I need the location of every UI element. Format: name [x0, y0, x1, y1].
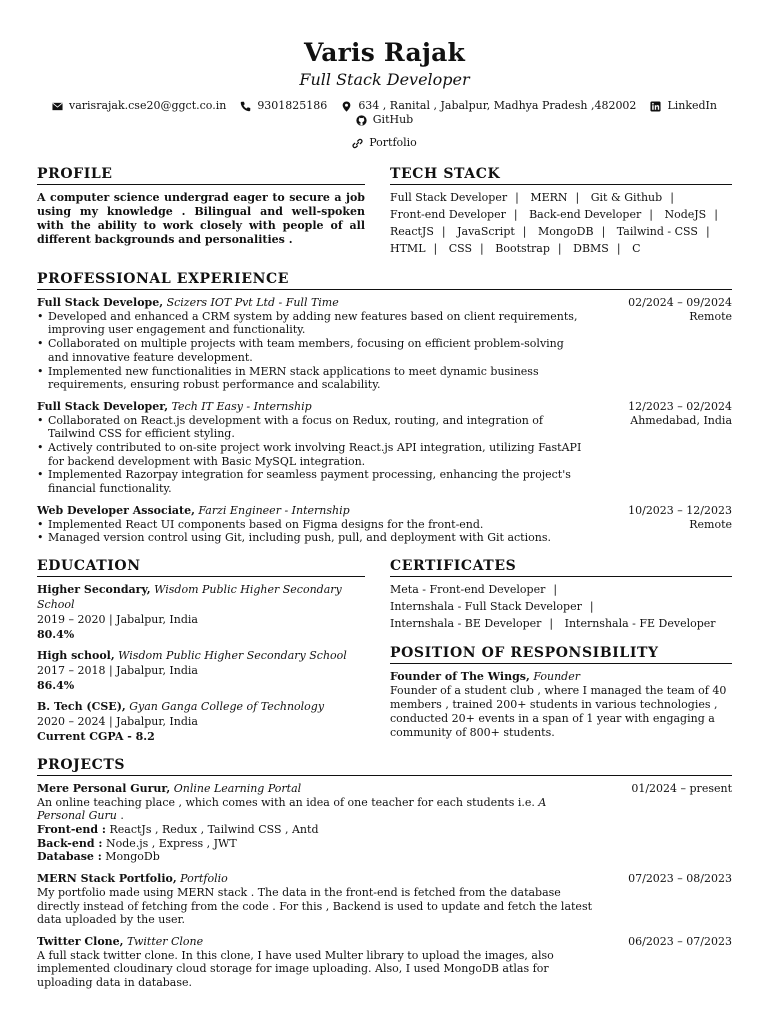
responsibility-text: Founder of a student club , where I managed the team of 40 members , trained 200+ students in various technologies , conducted 20+ events in a span of 1 year with engaging a community of 800+ students. — [390, 683, 727, 739]
certificates-list: Meta - Front-end Developer | Internshala - Full Stack Developer | Internshala - BE Developer | Internshala - FE Developer — [390, 582, 716, 630]
email-text: varisrajak.cse20@ggct.co.in — [69, 99, 227, 112]
responsibility-position: Founder — [533, 669, 580, 683]
job-bullet: • Developed and enhanced a CRM system by adding new features based on client requirements, improving user engagement and functionality. — [37, 310, 587, 337]
backend-label: Back-end : — [37, 836, 103, 850]
tech-item: MongoDB — [538, 225, 594, 238]
project-entry — [37, 872, 732, 927]
map-pin-icon — [341, 101, 352, 112]
tech-item: Git & Github — [590, 191, 663, 204]
address-item — [341, 99, 636, 113]
linkedin-link[interactable] — [650, 99, 717, 113]
contact-row-2 — [37, 136, 732, 150]
tech-stack-list: Full Stack Developer | MERN | Git & Github | Front-end Developer | Back-end Developer | NodeJS | ReactJS | JavaScript | MongoDB | Tailwind - CSS | HTML | CSS | Bootstrap | DBMS | C — [390, 191, 718, 255]
job-bullet: • Managed version control using Git, including push, pull, and deployment with Git actions. — [37, 531, 587, 545]
phone-text: 9301825186 — [257, 99, 328, 112]
job-bullet: • Implemented React UI components based on Figma designs for the front-end. — [37, 518, 587, 532]
job-location: Remote — [689, 517, 732, 531]
portfolio-text: Portfolio — [369, 136, 417, 149]
education-school: Wisdom Public Higher Secondary School — [118, 648, 347, 662]
phone-link[interactable] — [240, 99, 327, 113]
project-kind: Portfolio — [180, 872, 228, 886]
job-bullets — [37, 310, 587, 392]
resume-page — [37, 38, 732, 990]
candidate-role: Full Stack Developer — [299, 70, 470, 89]
project-kind: Twitter Clone — [127, 934, 204, 948]
tech-item: Back-end Developer — [529, 208, 642, 221]
project-kind: Online Learning Portal — [173, 781, 302, 795]
job-bullets — [37, 518, 587, 545]
project-dates: 07/2023 – 08/2023 — [628, 872, 732, 886]
projects-section — [37, 757, 732, 990]
project-entry — [37, 935, 732, 990]
contact-row — [37, 99, 732, 127]
section-title-tech-stack: TECH STACK — [390, 166, 732, 185]
job-company: Farzi Engineer - Internship — [198, 503, 350, 517]
job-dates: 12/2023 – 02/2024 — [628, 399, 732, 413]
address-text: 634 , Ranital , Jabalpur, Madhya Pradesh ,482002 — [358, 99, 637, 112]
portfolio-link[interactable] — [352, 136, 417, 150]
tech-item: CSS — [448, 242, 473, 255]
github-link[interactable] — [356, 113, 413, 127]
profile-tech-row — [37, 166, 732, 257]
job-entry — [37, 504, 732, 545]
section-title-responsibility: POSITION OF RESPONSIBILITY — [390, 645, 732, 664]
tech-item: HTML — [390, 242, 426, 255]
job-company: Tech IT Easy - Internship — [171, 399, 312, 413]
database-value: MongoDb — [105, 850, 160, 864]
tech-item: DBMS — [573, 242, 609, 255]
github-icon — [356, 115, 367, 126]
job-entry — [37, 296, 732, 392]
section-title-certificates: CERTIFICATES — [390, 558, 732, 577]
job-company: Scizers IOT Pvt Ltd - Full Time — [166, 296, 339, 309]
job-bullet: • Actively contributed to on-site project work involving React.js API integration, utilizing FastAPI for backend development with Basic MySQL integration. — [37, 441, 587, 468]
project-dates: 06/2023 – 07/2023 — [628, 934, 732, 948]
job-bullet: • Collaborated on multiple projects with team members, focusing on efficient problem-solving and innovative feature development. — [37, 337, 587, 364]
project-desc-italic: A Personal Guru — [37, 795, 547, 823]
section-title-experience: PROFESSIONAL EXPERIENCE — [37, 271, 732, 290]
education-score: Current CGPA - 8.2 — [37, 729, 155, 743]
education-score: 86.4% — [37, 678, 75, 692]
job-role: Full Stack Developer, — [37, 399, 169, 413]
job-dates: 10/2023 – 12/2023 — [628, 503, 732, 517]
candidate-name: Varis Rajak — [303, 38, 466, 67]
education-degree: Higher Secondary, — [37, 582, 151, 596]
tech-item: ReactJS — [390, 225, 434, 238]
section-title-projects: PROJECTS — [37, 757, 732, 776]
education-entry — [37, 582, 365, 642]
education-meta: 2019 – 2020 | Jabalpur, India — [37, 612, 198, 626]
frontend-label: Front-end : — [37, 823, 106, 837]
education-section — [37, 558, 365, 744]
education-degree: High school, — [37, 648, 115, 662]
certificates-section — [390, 558, 732, 632]
certificate-item: Internshala - Full Stack Developer — [390, 599, 582, 613]
education-meta: 2017 – 2018 | Jabalpur, India — [37, 663, 198, 677]
tech-item: C — [632, 242, 641, 255]
database-label: Database : — [37, 850, 102, 864]
job-dates: 02/2024 – 09/2024 — [628, 296, 732, 309]
job-bullet: • Implemented Razorpay integration for seamless payment processing, enhancing the project's financial functionality. — [37, 468, 587, 495]
right-column — [390, 558, 732, 744]
tech-stack-section — [390, 166, 732, 257]
job-bullet: • Implemented new functionalities in MERN stack applications to meet dynamic business requirements, ensuring robust performance and scalability. — [37, 365, 587, 392]
certificate-item: Internshala - BE Developer — [390, 616, 542, 630]
education-score: 80.4% — [37, 627, 75, 641]
github-text: GitHub — [372, 113, 414, 126]
responsibility-role: Founder of The Wings, — [390, 669, 530, 683]
project-desc-text: An online teaching place , which comes with an idea of one teacher for each students i.e. — [37, 795, 535, 809]
project-description: A full stack twitter clone. In this clone, I have used Multer library to upload the images, also implemented cloudinary cloud storage for image uploading. Also, I used MongoDB atlas for uploading data in database. — [37, 948, 554, 990]
project-name: Mere Personal Gurur, — [37, 781, 171, 795]
education-cert-row — [37, 558, 732, 744]
tech-item: Front-end Developer — [390, 208, 506, 221]
certificate-item: Internshala - FE Developer — [564, 616, 716, 630]
responsibility-entry — [390, 670, 732, 740]
education-school: Gyan Ganga College of Technology — [129, 699, 325, 713]
education-entry — [37, 699, 365, 744]
section-title-profile: PROFILE — [37, 166, 365, 185]
job-location: Ahmedabad, India — [630, 413, 732, 427]
certificate-item: Meta - Front-end Developer — [390, 582, 546, 596]
project-dates: 01/2024 – present — [631, 781, 732, 795]
frontend-value: ReactJs , Redux , Tailwind CSS , Antd — [109, 823, 319, 837]
project-description: My portfolio made using MERN stack . The data in the front-end is fetched from the database directly instead of fetching from the code . For this , Backend is used to update and fetch the latest data uploaded by the user. — [37, 885, 593, 927]
envelope-icon — [52, 101, 63, 112]
project-name: Twitter Clone, — [37, 934, 124, 948]
tech-item: Full Stack Developer — [390, 191, 508, 204]
linkedin-text: LinkedIn — [667, 99, 717, 112]
responsibility-section — [390, 645, 732, 740]
project-entry — [37, 782, 732, 864]
education-degree: B. Tech (CSE), — [37, 699, 126, 713]
education-school: Wisdom Public Higher Secondary School — [37, 582, 342, 611]
profile-text: A computer science undergrad eager to secure a job using my knowledge . Bilingual and well-spoken with the ability to work closely with people of all different backgrounds and personalities . — [37, 191, 365, 246]
education-meta: 2020 – 2024 | Jabalpur, India — [37, 714, 198, 728]
job-role: Web Developer Associate, — [37, 503, 195, 517]
tech-item: JavaScript — [457, 225, 515, 238]
education-entry — [37, 648, 365, 693]
backend-value: Node.js , Express , JWT — [105, 836, 237, 850]
experience-section — [37, 271, 732, 545]
link-icon — [352, 138, 363, 149]
job-entry — [37, 400, 732, 496]
profile-section — [37, 166, 365, 257]
job-bullet: • Collaborated on React.js development with a focus on Redux, routing, and integration of Tailwind CSS for efficient styling. — [37, 414, 587, 441]
tech-item: MERN — [530, 191, 568, 204]
phone-icon — [240, 101, 251, 112]
project-description — [37, 796, 597, 823]
job-role: Full Stack Develope, — [37, 296, 164, 309]
job-location: Remote — [689, 309, 732, 323]
project-desc-end: . — [120, 809, 124, 823]
project-name: MERN Stack Portfolio, — [37, 872, 177, 886]
linkedin-icon — [650, 101, 661, 112]
section-title-education: EDUCATION — [37, 558, 365, 577]
tech-item: NodeJS — [664, 208, 707, 221]
email-link[interactable] — [52, 99, 226, 113]
tech-item: Tailwind - CSS — [616, 225, 698, 238]
job-bullets — [37, 414, 587, 496]
tech-item: Bootstrap — [495, 242, 550, 255]
